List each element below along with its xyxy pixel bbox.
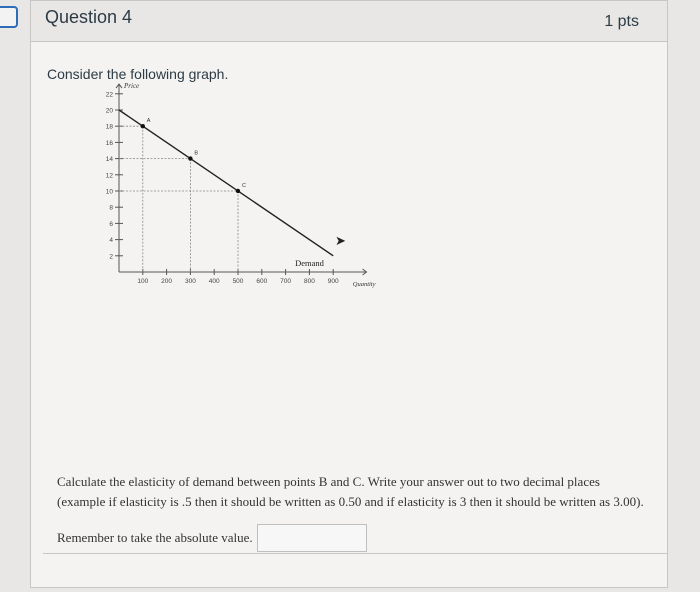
x-tick-label: 100 (137, 278, 149, 285)
question-line-1: Calculate the elasticity of demand between points B and C. Write your answer out to two decimal places (57, 474, 600, 489)
question-line-2: (example if elasticity is .5 then it should be written as 0.50 and if elasticity is 3 then it should be written as 3.00). (57, 494, 644, 509)
question-card (30, 0, 668, 588)
y-tick-label: 6 (109, 220, 113, 228)
demand-annotation: Demand (295, 258, 324, 268)
x-tick-label: 700 (280, 278, 292, 285)
demand-curve (119, 110, 333, 256)
question-text (57, 472, 657, 552)
demand-chart (87, 81, 376, 296)
answer-input[interactable] (257, 524, 367, 552)
point-label-b: B (194, 150, 199, 157)
y-tick-label: 20 (105, 107, 113, 115)
x-tick-label: 800 (303, 278, 315, 285)
y-tick-label: 16 (105, 139, 113, 147)
question-points: 1 pts (604, 13, 639, 30)
flag-question-icon[interactable] (0, 6, 18, 28)
y-tick-label: 10 (105, 188, 113, 196)
y-axis-label: Price (124, 82, 140, 91)
remember-text: Remember to take the absolute value. (57, 530, 253, 545)
y-tick-label: 12 (105, 172, 113, 180)
mouse-cursor-icon: ➤ (335, 233, 346, 248)
x-tick-label: 900 (327, 278, 339, 285)
point-a (141, 124, 145, 128)
y-tick-label: 14 (105, 156, 113, 164)
x-tick-label: 500 (232, 278, 244, 285)
point-label-a: A (146, 118, 151, 125)
y-tick-label: 2 (109, 253, 113, 261)
y-tick-label: 4 (109, 237, 113, 245)
y-tick-label: 22 (105, 91, 113, 99)
y-tick-label: 8 (109, 204, 113, 212)
x-tick-label: 600 (256, 278, 268, 285)
point-b (188, 156, 192, 160)
question-title: Question 4 (45, 7, 133, 27)
x-tick-label: 200 (161, 278, 173, 285)
point-label-c: C (242, 183, 246, 189)
remember-row (57, 524, 657, 552)
x-tick-label: 300 (184, 278, 196, 285)
question-intro: Consider the following graph. (47, 66, 229, 82)
y-tick-label: 18 (105, 123, 113, 131)
x-tick-label: 400 (208, 278, 220, 285)
question-header (31, 1, 667, 42)
x-axis-label: Quantity (352, 281, 376, 288)
point-c (236, 189, 240, 193)
demand-chart-svg (87, 81, 376, 296)
card-divider (43, 553, 667, 554)
